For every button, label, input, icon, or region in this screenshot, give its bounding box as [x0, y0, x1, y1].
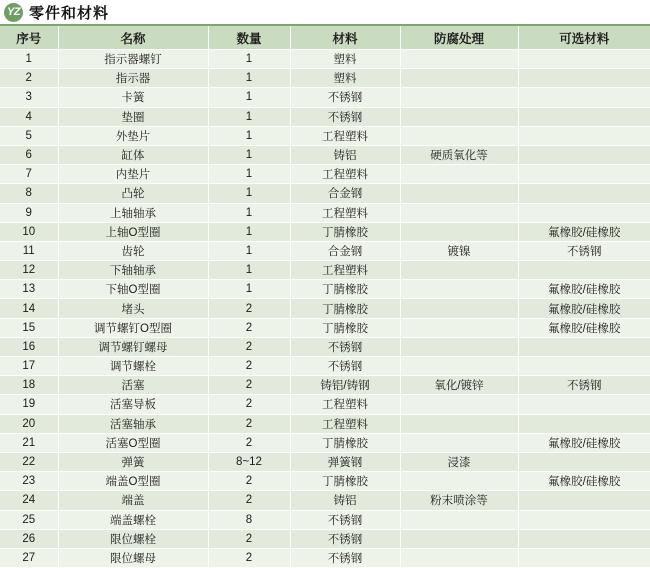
cell-index: 18 [0, 376, 58, 395]
cell-quantity: 2 [208, 491, 290, 510]
cell-material: 合金钢 [290, 184, 400, 203]
cell-quantity: 1 [208, 107, 290, 126]
cell-treatment [400, 529, 518, 548]
cell-optional [518, 491, 650, 510]
cell-material: 丁腈橡胶 [290, 222, 400, 241]
cell-material: 不锈钢 [290, 107, 400, 126]
cell-index: 11 [0, 241, 58, 260]
cell-material: 铸铝 [290, 145, 400, 164]
cell-index: 22 [0, 452, 58, 471]
cell-optional [518, 88, 650, 107]
cell-treatment [400, 50, 518, 69]
table-row [0, 510, 650, 529]
cell-optional [518, 357, 650, 376]
cell-material: 不锈钢 [290, 529, 400, 548]
cell-material: 工程塑料 [290, 203, 400, 222]
cell-optional [518, 529, 650, 548]
cell-name: 下轴轴承 [58, 261, 208, 280]
cell-material: 铸铝 [290, 491, 400, 510]
cell-material: 工程塑料 [290, 261, 400, 280]
cell-index: 20 [0, 414, 58, 433]
cell-material: 工程塑料 [290, 395, 400, 414]
cell-index: 7 [0, 165, 58, 184]
cell-treatment [400, 337, 518, 356]
column-header-index: 序号 [0, 26, 58, 50]
cell-index: 16 [0, 337, 58, 356]
cell-material: 合金钢 [290, 241, 400, 260]
cell-material: 工程塑料 [290, 126, 400, 145]
table-row [0, 107, 650, 126]
cell-quantity: 1 [208, 145, 290, 164]
page-title: 零件和材料 [29, 4, 110, 22]
cell-treatment: 浸漆 [400, 452, 518, 471]
cell-optional: 不锈钢 [518, 241, 650, 260]
cell-quantity: 1 [208, 241, 290, 260]
cell-quantity: 1 [208, 88, 290, 107]
cell-material: 不锈钢 [290, 510, 400, 529]
cell-quantity: 2 [208, 472, 290, 491]
cell-index: 14 [0, 299, 58, 318]
cell-quantity: 1 [208, 203, 290, 222]
cell-treatment: 硬质氧化等 [400, 145, 518, 164]
cell-material: 塑料 [290, 69, 400, 88]
table-row [0, 184, 650, 203]
cell-name: 活塞O型圈 [58, 433, 208, 452]
company-logo-icon: YZ [4, 3, 23, 22]
cell-optional [518, 414, 650, 433]
cell-treatment: 粉末喷涂等 [400, 491, 518, 510]
cell-quantity: 2 [208, 299, 290, 318]
cell-material: 丁腈橡胶 [290, 318, 400, 337]
cell-name: 活塞导板 [58, 395, 208, 414]
cell-treatment [400, 107, 518, 126]
cell-name: 凸轮 [58, 184, 208, 203]
cell-optional [518, 50, 650, 69]
cell-name: 端盖螺栓 [58, 510, 208, 529]
cell-name: 调节螺钉O型圈 [58, 318, 208, 337]
cell-treatment [400, 357, 518, 376]
cell-name: 活塞轴承 [58, 414, 208, 433]
table-row [0, 318, 650, 337]
cell-optional [518, 337, 650, 356]
table-row [0, 50, 650, 69]
cell-quantity: 1 [208, 50, 290, 69]
cell-index: 19 [0, 395, 58, 414]
cell-material: 丁腈橡胶 [290, 299, 400, 318]
column-header-name: 名称 [58, 26, 208, 50]
column-header-optional: 可选材料 [518, 26, 650, 50]
cell-name: 调节螺钉螺母 [58, 337, 208, 356]
table-row [0, 491, 650, 510]
cell-name: 上轴O型圈 [58, 222, 208, 241]
table-body [0, 50, 650, 568]
cell-material: 丁腈橡胶 [290, 472, 400, 491]
cell-name: 端盖 [58, 491, 208, 510]
cell-name: 卡簧 [58, 88, 208, 107]
table-row [0, 376, 650, 395]
cell-name: 垫圈 [58, 107, 208, 126]
cell-index: 4 [0, 107, 58, 126]
cell-treatment: 镀镍 [400, 241, 518, 260]
cell-name: 指示器 [58, 69, 208, 88]
cell-optional: 氟橡胶/硅橡胶 [518, 433, 650, 452]
cell-quantity: 2 [208, 376, 290, 395]
cell-treatment [400, 548, 518, 567]
cell-treatment [400, 510, 518, 529]
cell-treatment [400, 395, 518, 414]
column-header-treatment: 防腐处理 [400, 26, 518, 50]
cell-material: 铸铝/铸钢 [290, 376, 400, 395]
cell-index: 1 [0, 50, 58, 69]
column-header-material: 材料 [290, 26, 400, 50]
cell-quantity: 1 [208, 69, 290, 88]
cell-treatment [400, 69, 518, 88]
cell-index: 2 [0, 69, 58, 88]
cell-quantity: 1 [208, 261, 290, 280]
cell-index: 10 [0, 222, 58, 241]
cell-optional: 氟橡胶/硅橡胶 [518, 299, 650, 318]
cell-treatment [400, 299, 518, 318]
cell-treatment [400, 184, 518, 203]
cell-treatment [400, 126, 518, 145]
cell-treatment [400, 222, 518, 241]
table-row [0, 452, 650, 471]
table-row [0, 280, 650, 299]
cell-quantity: 2 [208, 433, 290, 452]
cell-treatment [400, 165, 518, 184]
cell-index: 27 [0, 548, 58, 567]
cell-optional [518, 165, 650, 184]
cell-quantity: 2 [208, 548, 290, 567]
cell-index: 21 [0, 433, 58, 452]
table-row [0, 357, 650, 376]
cell-quantity: 2 [208, 414, 290, 433]
cell-quantity: 2 [208, 529, 290, 548]
cell-optional: 氟橡胶/硅橡胶 [518, 280, 650, 299]
cell-quantity: 1 [208, 184, 290, 203]
cell-treatment [400, 433, 518, 452]
cell-index: 23 [0, 472, 58, 491]
cell-quantity: 1 [208, 280, 290, 299]
table-row [0, 69, 650, 88]
cell-optional: 氟橡胶/硅橡胶 [518, 318, 650, 337]
cell-treatment [400, 414, 518, 433]
table-row [0, 241, 650, 260]
cell-material: 不锈钢 [290, 357, 400, 376]
cell-index: 13 [0, 280, 58, 299]
cell-name: 限位螺母 [58, 548, 208, 567]
cell-quantity: 8~12 [208, 452, 290, 471]
table-row [0, 337, 650, 356]
cell-optional [518, 184, 650, 203]
cell-index: 25 [0, 510, 58, 529]
cell-name: 活塞 [58, 376, 208, 395]
cell-treatment [400, 318, 518, 337]
table-row [0, 548, 650, 567]
cell-optional [518, 261, 650, 280]
cell-index: 12 [0, 261, 58, 280]
cell-index: 6 [0, 145, 58, 164]
cell-optional: 氟橡胶/硅橡胶 [518, 472, 650, 491]
cell-quantity: 8 [208, 510, 290, 529]
cell-optional [518, 69, 650, 88]
table-header-row [0, 26, 650, 50]
cell-optional [518, 452, 650, 471]
cell-optional: 氟橡胶/硅橡胶 [518, 222, 650, 241]
table-row [0, 222, 650, 241]
cell-optional [518, 510, 650, 529]
cell-treatment [400, 261, 518, 280]
cell-name: 下轴O型圈 [58, 280, 208, 299]
cell-quantity: 2 [208, 337, 290, 356]
cell-optional [518, 107, 650, 126]
table-row [0, 433, 650, 452]
table-row [0, 395, 650, 414]
cell-treatment [400, 203, 518, 222]
cell-treatment [400, 280, 518, 299]
cell-name: 端盖O型圈 [58, 472, 208, 491]
cell-material: 弹簧钢 [290, 452, 400, 471]
table-row [0, 299, 650, 318]
cell-material: 工程塑料 [290, 414, 400, 433]
cell-index: 24 [0, 491, 58, 510]
cell-name: 外垫片 [58, 126, 208, 145]
cell-material: 不锈钢 [290, 337, 400, 356]
cell-name: 堵头 [58, 299, 208, 318]
cell-name: 齿轮 [58, 241, 208, 260]
table-row [0, 165, 650, 184]
cell-quantity: 1 [208, 165, 290, 184]
cell-quantity: 1 [208, 126, 290, 145]
cell-name: 指示器螺钉 [58, 50, 208, 69]
cell-index: 26 [0, 529, 58, 548]
parts-table [0, 26, 650, 568]
table-row [0, 145, 650, 164]
cell-name: 内垫片 [58, 165, 208, 184]
table-row [0, 88, 650, 107]
table-row [0, 261, 650, 280]
cell-material: 丁腈橡胶 [290, 280, 400, 299]
cell-quantity: 1 [208, 222, 290, 241]
cell-name: 调节螺栓 [58, 357, 208, 376]
cell-index: 15 [0, 318, 58, 337]
cell-index: 3 [0, 88, 58, 107]
cell-index: 8 [0, 184, 58, 203]
cell-optional: 不锈钢 [518, 376, 650, 395]
cell-quantity: 2 [208, 395, 290, 414]
cell-treatment: 氧化/镀锌 [400, 376, 518, 395]
cell-material: 塑料 [290, 50, 400, 69]
cell-name: 弹簧 [58, 452, 208, 471]
cell-material: 不锈钢 [290, 548, 400, 567]
cell-optional [518, 126, 650, 145]
table-row [0, 414, 650, 433]
cell-index: 5 [0, 126, 58, 145]
cell-name: 限位螺栓 [58, 529, 208, 548]
cell-name: 上轴轴承 [58, 203, 208, 222]
cell-material: 丁腈橡胶 [290, 433, 400, 452]
cell-index: 9 [0, 203, 58, 222]
table-row [0, 126, 650, 145]
cell-optional [518, 395, 650, 414]
cell-treatment [400, 88, 518, 107]
cell-material: 不锈钢 [290, 88, 400, 107]
table-row [0, 472, 650, 491]
page-header [0, 0, 650, 26]
cell-optional [518, 548, 650, 567]
table-row [0, 529, 650, 548]
cell-quantity: 2 [208, 357, 290, 376]
cell-name: 缸体 [58, 145, 208, 164]
cell-quantity: 2 [208, 318, 290, 337]
table-row [0, 203, 650, 222]
column-header-quantity: 数量 [208, 26, 290, 50]
cell-material: 工程塑料 [290, 165, 400, 184]
cell-treatment [400, 472, 518, 491]
cell-optional [518, 145, 650, 164]
cell-index: 17 [0, 357, 58, 376]
cell-optional [518, 203, 650, 222]
